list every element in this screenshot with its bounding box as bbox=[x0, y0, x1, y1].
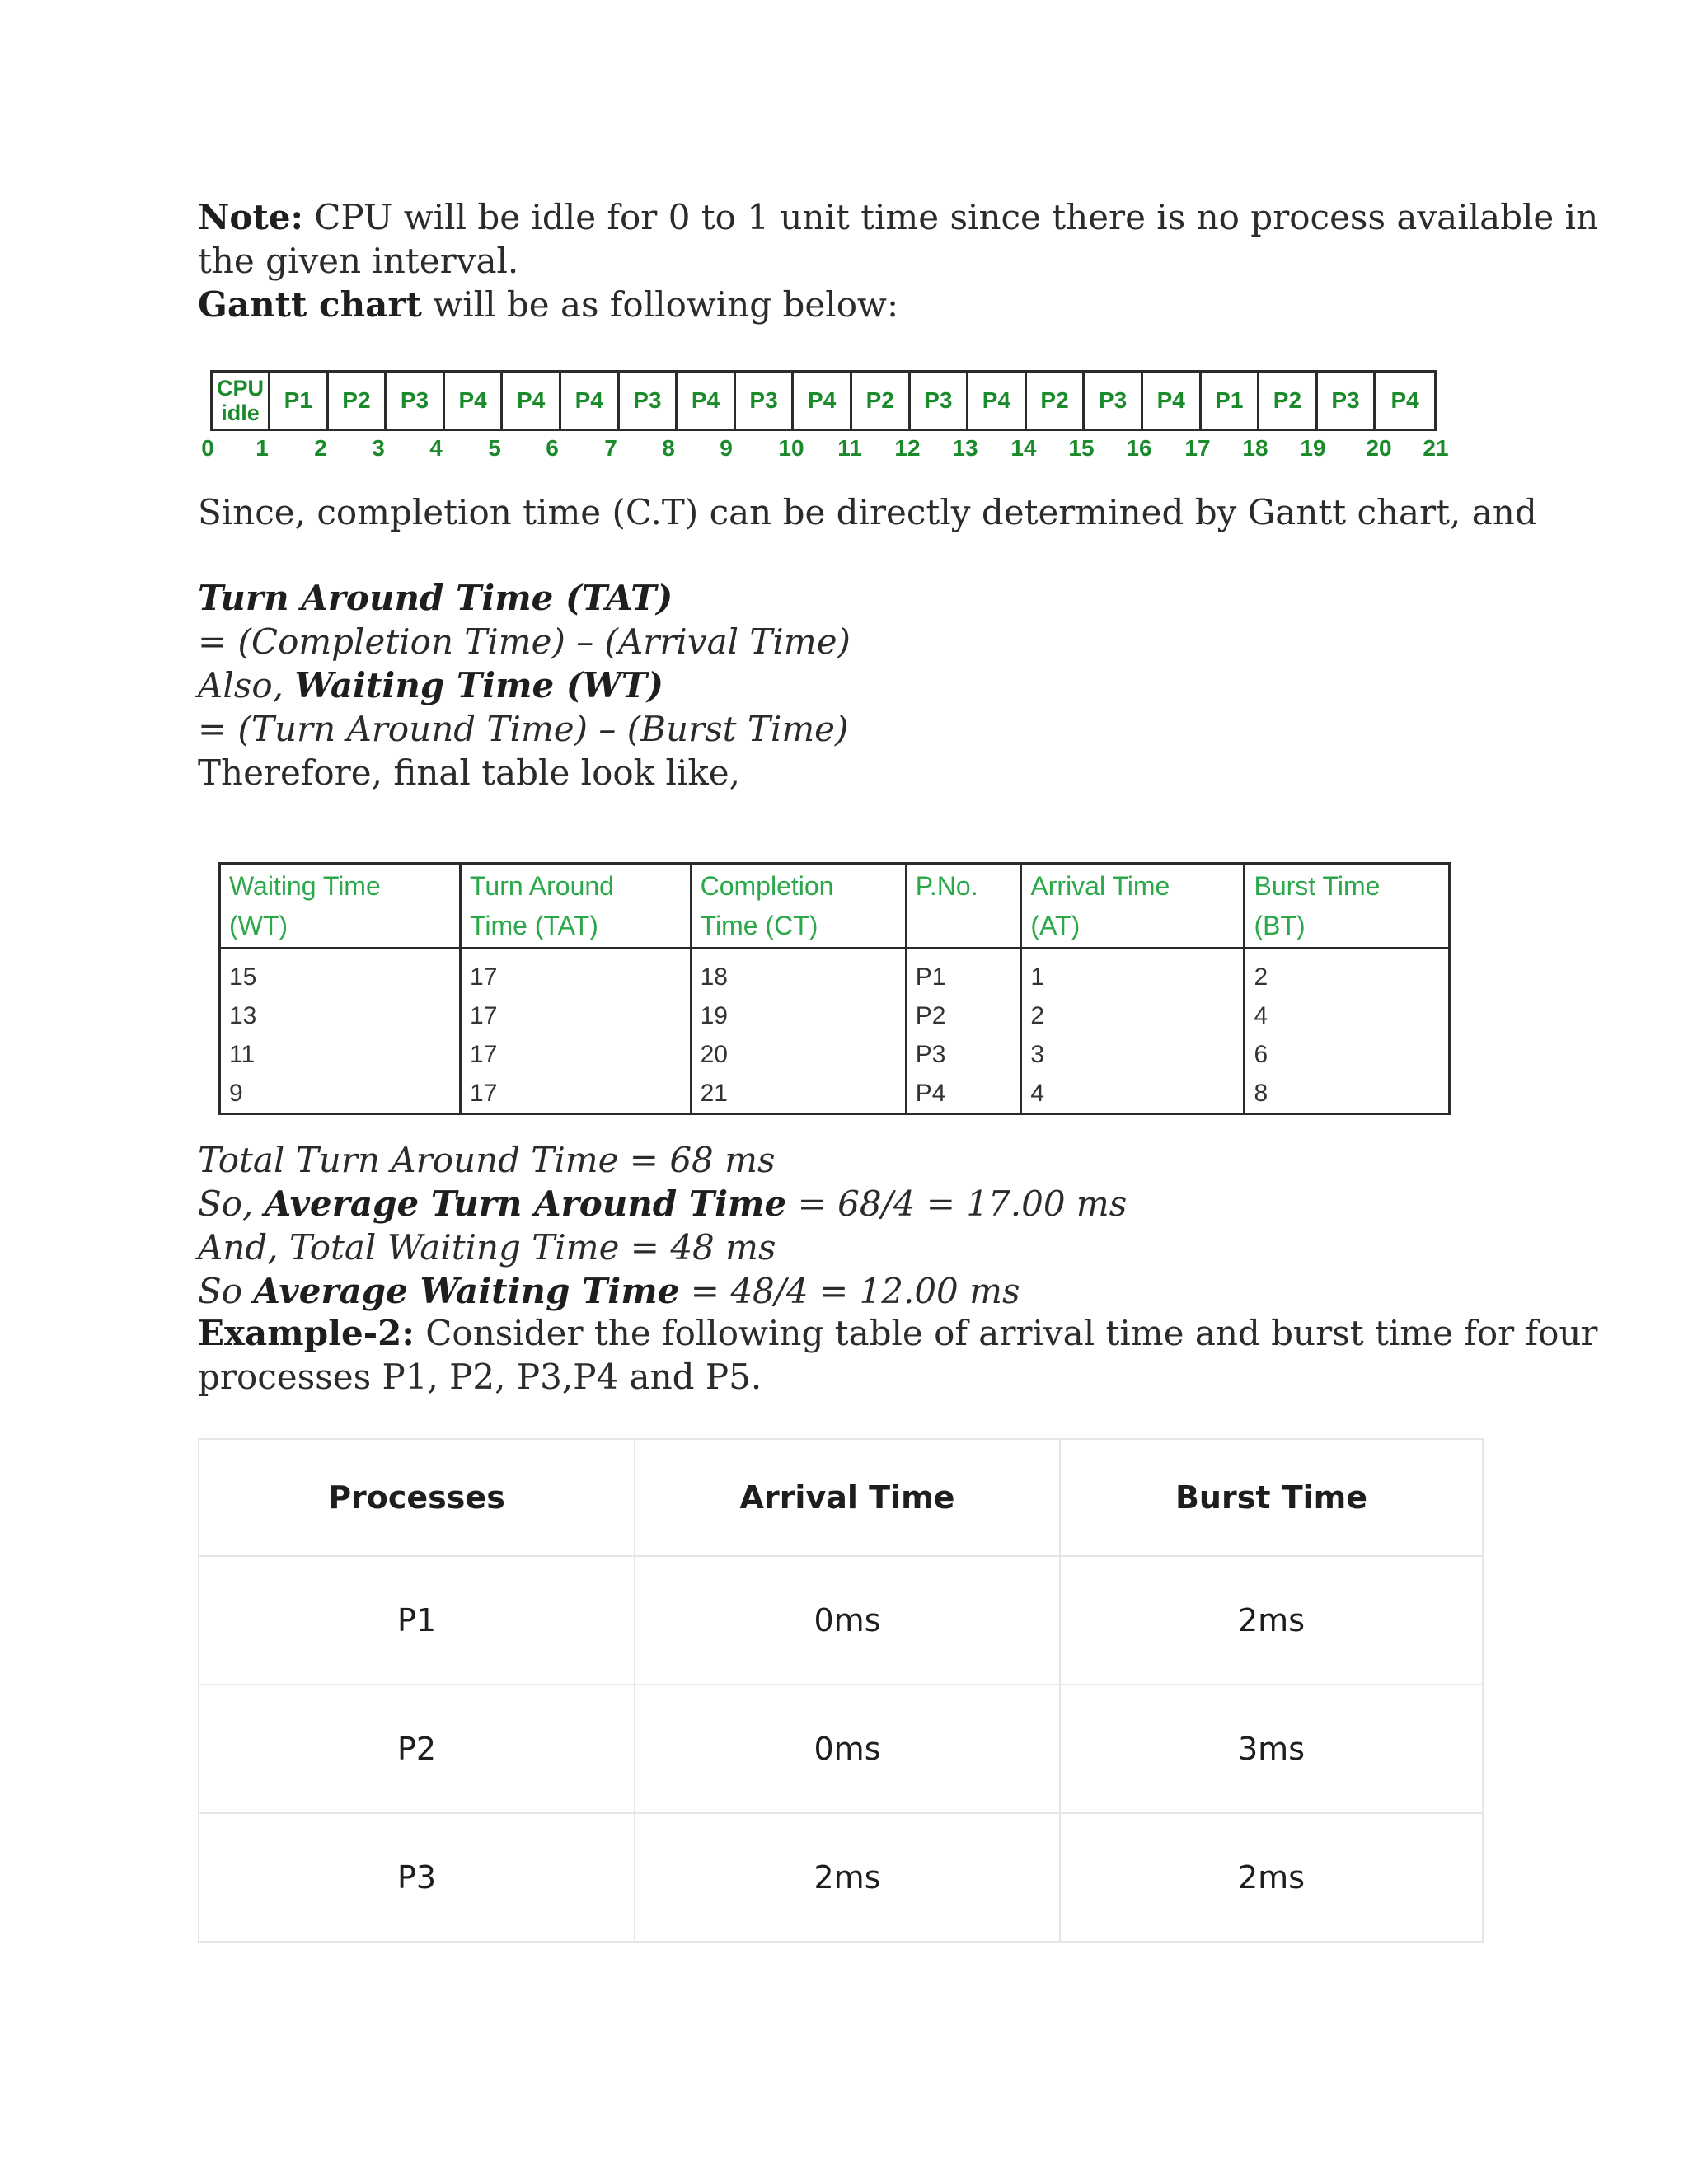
gantt-cell: P2 bbox=[1027, 373, 1085, 429]
cell-bt: 2 bbox=[1245, 958, 1450, 996]
gantt-tick-label: 7 bbox=[604, 435, 617, 461]
gantt-tick-label: 10 bbox=[778, 435, 804, 461]
table-row bbox=[199, 1556, 1483, 1685]
cell-pno: P4 bbox=[906, 1074, 1021, 1114]
gantt-cell: P3 bbox=[387, 373, 445, 429]
header-processes: Processes bbox=[199, 1439, 635, 1556]
gantt-cell: P4 bbox=[503, 373, 561, 429]
cell-bt: 8 bbox=[1245, 1074, 1450, 1114]
gantt-cell: P4 bbox=[561, 373, 620, 429]
gantt-tick-label: 9 bbox=[720, 435, 733, 461]
since-text: Since, completion time (C.T) can be directly determined by Gantt chart, and bbox=[198, 492, 1537, 532]
gantt-cell: P3 bbox=[1318, 373, 1376, 429]
tat-title: Turn Around Time (TAT) bbox=[198, 578, 673, 618]
cell-arrival: 0ms bbox=[635, 1685, 1060, 1813]
gantt-cell: P4 bbox=[678, 373, 736, 429]
cell-burst: 2ms bbox=[1060, 1813, 1483, 1942]
formulas-block bbox=[198, 576, 851, 794]
table-row bbox=[220, 996, 1450, 1035]
gantt-tick-label: 19 bbox=[1300, 435, 1326, 461]
gantt-tick-label: 15 bbox=[1068, 435, 1095, 461]
cell-at: 3 bbox=[1021, 1035, 1245, 1074]
cell-at: 4 bbox=[1021, 1074, 1245, 1114]
cell-process: P3 bbox=[199, 1813, 635, 1942]
note-text-line1: CPU will be idle for 0 to 1 unit time since there is no process available in bbox=[303, 197, 1599, 237]
cell-burst: 3ms bbox=[1060, 1685, 1483, 1813]
cell-pno: P1 bbox=[906, 958, 1021, 996]
cell-arrival: 0ms bbox=[635, 1556, 1060, 1685]
gantt-intro-text: will be as following below: bbox=[421, 284, 899, 325]
cell-pno: P3 bbox=[906, 1035, 1021, 1074]
wt-formula: = (Turn Around Time) – (Burst Time) bbox=[198, 709, 849, 749]
avg-wt-value: = 48/4 = 12.00 ms bbox=[679, 1271, 1020, 1311]
gantt-cell: P4 bbox=[968, 373, 1027, 429]
example2-text-line2: processes P1, P2, P3,P4 and P5. bbox=[198, 1357, 762, 1397]
cell-tat: 17 bbox=[461, 996, 692, 1035]
cell-wt: 15 bbox=[220, 958, 461, 996]
gantt-tick-label: 2 bbox=[314, 435, 327, 461]
gantt-tick-label: 13 bbox=[952, 435, 978, 461]
example2-table bbox=[198, 1438, 1484, 1943]
since-paragraph bbox=[198, 490, 1537, 534]
cell-wt: 9 bbox=[220, 1074, 461, 1114]
cell-at: 1 bbox=[1021, 958, 1245, 996]
gantt-tick-label: 20 bbox=[1366, 435, 1392, 461]
cell-bt: 6 bbox=[1245, 1035, 1450, 1074]
example2-label: Example-2: bbox=[198, 1313, 415, 1353]
avg-wt-prefix: So bbox=[198, 1271, 254, 1311]
gantt-tick-label: 1 bbox=[256, 435, 269, 461]
wt-title: Waiting Time (WT) bbox=[294, 665, 664, 705]
tat-formula: = (Completion Time) – (Arrival Time) bbox=[198, 621, 851, 662]
gantt-cell: P2 bbox=[1259, 373, 1318, 429]
cell-bt: 4 bbox=[1245, 996, 1450, 1035]
header-completion-time: Completion Time (CT) bbox=[691, 864, 906, 949]
cell-wt: 13 bbox=[220, 996, 461, 1035]
gantt-tick-label: 4 bbox=[429, 435, 443, 461]
gantt-cell: P1 bbox=[1202, 373, 1260, 429]
example2-paragraph bbox=[198, 1311, 1598, 1399]
gantt-cell: P4 bbox=[1390, 387, 1419, 413]
gantt-tick-label: 18 bbox=[1242, 435, 1268, 461]
table-row bbox=[199, 1813, 1483, 1942]
gantt-tick-label: 21 bbox=[1423, 435, 1449, 461]
table-row bbox=[220, 1035, 1450, 1074]
note-text-line2: the given interval. bbox=[198, 241, 519, 281]
gantt-tick-label: 8 bbox=[662, 435, 675, 461]
gantt-cell: P2 bbox=[852, 373, 911, 429]
gantt-cell: P3 bbox=[911, 373, 969, 429]
table-row bbox=[220, 958, 1450, 996]
gantt-tick-label: 17 bbox=[1184, 435, 1211, 461]
header-burst-time: Burst Time (BT) bbox=[1245, 864, 1450, 949]
cell-process: P2 bbox=[199, 1685, 635, 1813]
gantt-tick-label: 12 bbox=[894, 435, 921, 461]
cell-ct: 19 bbox=[691, 996, 906, 1035]
result-header-row bbox=[220, 864, 1450, 949]
table-row bbox=[220, 949, 1450, 958]
cell-process: P1 bbox=[199, 1556, 635, 1685]
gantt-intro-bold: Gantt chart bbox=[198, 284, 422, 325]
total-tat: Total Turn Around Time = 68 ms bbox=[198, 1140, 776, 1180]
gantt-tick-label: 3 bbox=[372, 435, 385, 461]
header-process-no: P.No. bbox=[906, 864, 1021, 949]
gantt-tick-label: 11 bbox=[837, 435, 862, 461]
cell-ct: 18 bbox=[691, 958, 906, 996]
cell-tat: 17 bbox=[461, 1035, 692, 1074]
avg-tat-prefix: So, bbox=[198, 1183, 265, 1224]
gantt-idle-line1: CPU bbox=[216, 376, 264, 401]
header-arrival-time: Arrival Time bbox=[635, 1439, 1060, 1556]
gantt-cell: P4 bbox=[1143, 373, 1202, 429]
gantt-cell-cpu-idle bbox=[213, 373, 270, 429]
header-burst-time: Burst Time bbox=[1060, 1439, 1483, 1556]
cell-at: 2 bbox=[1021, 996, 1245, 1035]
gantt-cell: P2 bbox=[329, 373, 387, 429]
cell-ct: 20 bbox=[691, 1035, 906, 1074]
ex2-header-row bbox=[199, 1439, 1483, 1556]
gantt-cell: P3 bbox=[736, 373, 795, 429]
gantt-tick-label: 14 bbox=[1010, 435, 1037, 461]
cell-pno: P2 bbox=[906, 996, 1021, 1035]
result-table bbox=[218, 862, 1451, 1115]
gantt-tick-label: 6 bbox=[546, 435, 559, 461]
gantt-tick-label: 16 bbox=[1126, 435, 1152, 461]
header-arrival-time: Arrival Time (AT) bbox=[1021, 864, 1245, 949]
totals-block bbox=[198, 1138, 1127, 1313]
table-row bbox=[199, 1685, 1483, 1813]
gantt-cell: P4 bbox=[445, 373, 504, 429]
cell-burst: 2ms bbox=[1060, 1556, 1483, 1685]
note-paragraph bbox=[198, 195, 1598, 326]
header-waiting-time: Waiting Time (WT) bbox=[220, 864, 461, 949]
example2-text-line1: Consider the following table of arrival time and burst time for four bbox=[414, 1313, 1598, 1353]
note-label: Note: bbox=[198, 197, 304, 237]
avg-wt-label: Average Waiting Time bbox=[253, 1271, 680, 1311]
header-turn-around-time: Turn Around Time (TAT) bbox=[461, 864, 692, 949]
table-row bbox=[220, 1074, 1450, 1114]
gantt-cell: P3 bbox=[620, 373, 678, 429]
gantt-cell: P1 bbox=[270, 373, 329, 429]
gantt-chart bbox=[210, 370, 1437, 431]
gantt-cell: P4 bbox=[794, 373, 852, 429]
cell-wt: 11 bbox=[220, 1035, 461, 1074]
gantt-idle-line2: idle bbox=[221, 401, 260, 425]
gantt-tick-label: 5 bbox=[488, 435, 501, 461]
therefore-text: Therefore, final table look like, bbox=[198, 752, 740, 793]
cell-arrival: 2ms bbox=[635, 1813, 1060, 1942]
avg-tat-value: = 68/4 = 17.00 ms bbox=[786, 1183, 1128, 1224]
cell-ct: 21 bbox=[691, 1074, 906, 1114]
avg-tat-label: Average Turn Around Time bbox=[264, 1183, 787, 1224]
cell-tat: 17 bbox=[461, 1074, 692, 1114]
cell-tat: 17 bbox=[461, 958, 692, 996]
wt-prefix: Also, bbox=[198, 665, 295, 705]
total-wt: And, Total Waiting Time = 48 ms bbox=[198, 1227, 776, 1268]
gantt-tick-label: 0 bbox=[201, 435, 214, 461]
gantt-cell: P3 bbox=[1085, 373, 1143, 429]
